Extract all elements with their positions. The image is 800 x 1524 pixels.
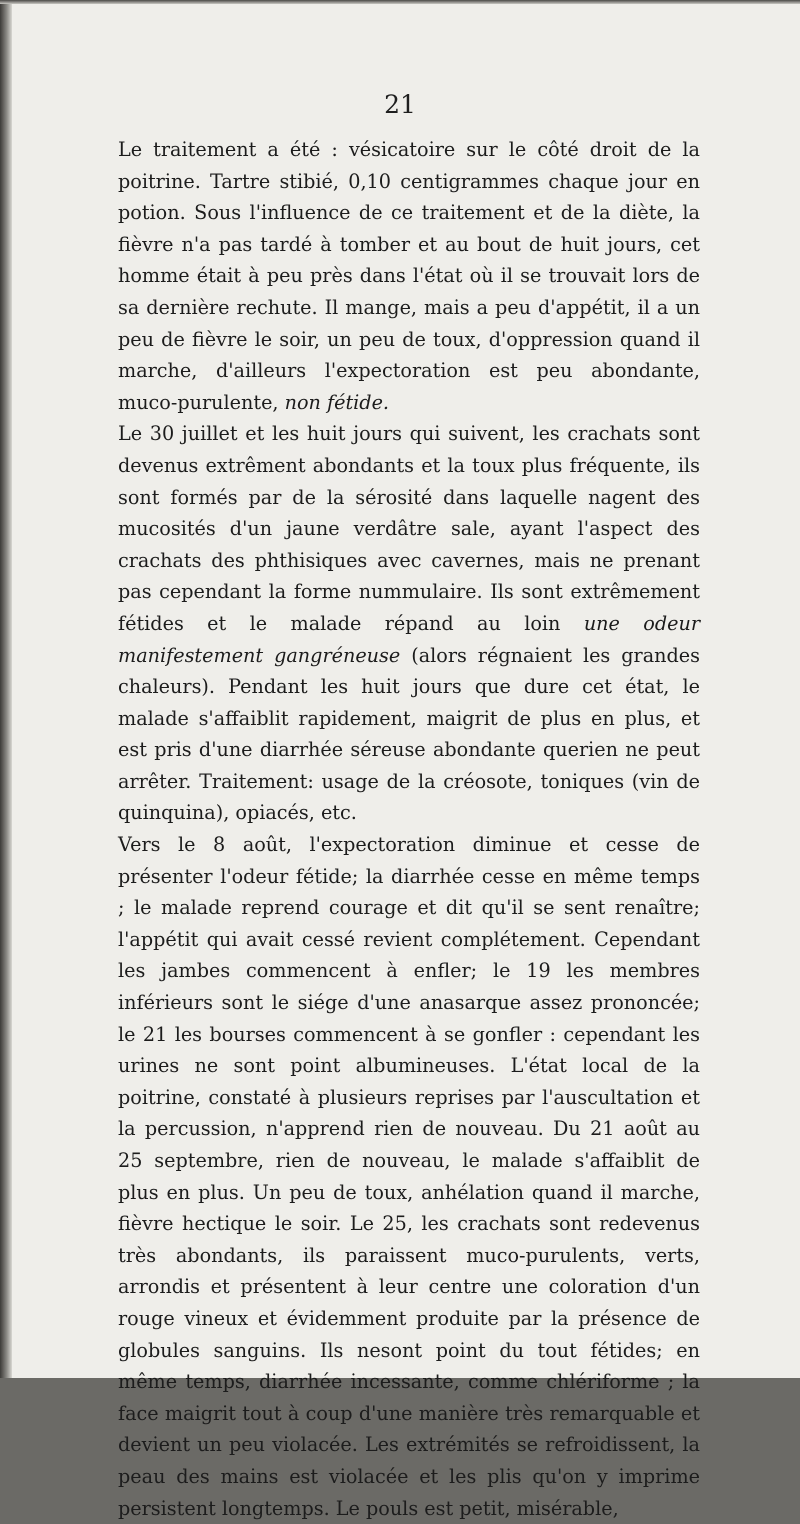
paragraph-2 [118,418,700,829]
paragraph-3-text: Vers le 8 août, l'expectoration diminue et cesse de présenter l'odeur fétide; la diarrhée cesse en même temps ; le malade reprend courage et dit qu'il se sent renaître; l'appétit qui avait cessé revient complétement. Cependant les jambes commencent à enfler; le 19 les membres inférieurs sont le siége d'une anasarque assez prononcée; le 21 les bourses commencent à se gonfler : cependant les urines ne sont point albumineuses. L'état local de la poitrine, constaté à plusieurs reprises par l'auscultation et la percussion, n'apprend rien de nouveau. Du 21 août au 25 septembre, rien de nouveau, le malade s'affaiblit de plus en plus. Un peu de toux, anhélation quand il marche, fièvre hectique le soir. Le 25, les crachats sont redevenus très abondants, ils paraissent muco-purulents, verts, arrondis et présentent à leur centre une coloration d'un rouge vineux et évidemment produite par la présence de globules sanguins. Ils nesont point du tout fétides; en même temps, diarrhée incessante, comme chlériforme ; la face maigrit tout à coup d'une manière très remarquable et devient un peu violacée. Les extrémités se refroidissent, la peau des mains est violacée et les plis qu'on y imprime persistent longtemps. Le pouls est petit, misérable, [118,833,700,1520]
paragraph-3 [118,829,700,1524]
paragraph-1-italic: non fétide. [284,390,390,414]
page-top-edge [0,0,800,4]
paragraph-2-italic: une odeur manifestement gangréneuse [118,611,700,667]
body-text [118,134,700,1524]
paragraph-1-text: Le traitement a été : vésicatoire sur le côté droit de la poitrine. Tartre stibié, 0,10 centigrammes chaque jour en potion. Sous l'influence de ce traitement et de la diète, la fièvre n'a pas tardé à tomber et au bout de huit jours, cet homme était à peu près dans l'état où il se trouvait lors de sa dernière rechute. Il mange, mais a peu d'appétit, il a un peu de fièvre le soir, un peu de toux, d'oppression quand il marche, d'ailleurs l'expectoration est peu abondante, muco-purulente, [118,138,700,414]
paragraph-2-text-b: (alors régnaient les grandes chaleurs). Pendant les huit jours que dure cet état, le malade s'affaiblit rapidement, maigrit de plus en plus, et est pris d'une diarrhée séreuse abondante querien ne peut arrêter. Traitement: usage de la créosote, toniques (vin de quinquina), opiacés, etc. [118,643,700,825]
paragraph-1 [118,134,700,418]
page-number: 21 [384,90,416,119]
paragraph-2-text-a: Le 30 juillet et les huit jours qui suivent, les crachats sont devenus extrêment abondants et la toux plus fréquente, ils sont formés par de la sérosité dans laquelle nagent des mucosités d'un jaune verdâtre sale, ayant l'aspect des crachats des phthisiques avec cavernes, mais ne prenant pas cependant la forme nummulaire. Ils sont extrêmement fétides et le malade répand au loin [118,422,700,635]
binding-shadow [0,0,12,1378]
